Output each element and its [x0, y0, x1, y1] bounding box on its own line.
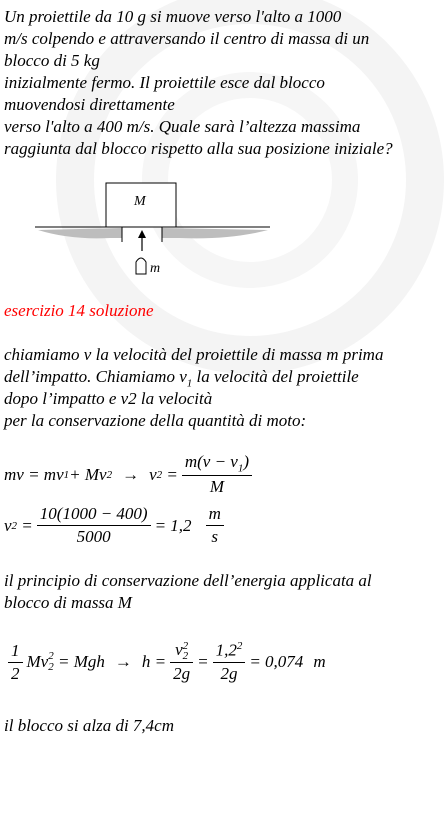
conclusion: il blocco si alza di 7,4cm	[4, 716, 174, 735]
support-shadow	[162, 228, 268, 238]
problem-line: blocco di 5 kg	[4, 51, 100, 70]
problem-line: raggiunta dal blocco rispetto alla sua posizione iniziale?	[4, 139, 393, 158]
problem-line: muovendosi direttamente	[4, 95, 175, 114]
energy-line: blocco di massa M	[4, 593, 132, 612]
arrow-head	[138, 230, 146, 238]
explanation-line: per la conservazione della quantità di moto:	[4, 411, 307, 430]
fraction: $\frac{10(1000 - 400)}{5000}$	[37, 504, 151, 547]
problem-line: inizialmente fermo. Il proiettile esce dal blocco	[4, 73, 325, 92]
energy-equation: $\frac{1}{2}$ Mv 2 2 = Mgh → h = v 2 2 2g = $\frac{1,2^2}{2g}$ = 0,074 m	[4, 640, 326, 684]
problem-line: m/s colpendo e attraversando il centro di massa di un	[4, 29, 370, 48]
problem-line: verso l'alto a 400 m/s. Quale sarà l’altezza massima	[4, 117, 361, 136]
fraction: $\frac{m(v - v_1)}{M}$	[182, 452, 252, 497]
energy-line: il principio di conservazione dell’energia applicata al	[4, 571, 372, 590]
explanation-line: dell’impatto. Chiamiamo $v_1$ la velocità del proiettile	[4, 367, 359, 390]
solution-heading: esercizio 14 soluzione	[4, 301, 154, 320]
bullet	[136, 258, 146, 274]
explanation-line: dopo l’impatto e v2 la velocità	[4, 389, 213, 408]
problem-line: Un proiettile da 10 g si muove verso l'alto a 1000	[4, 7, 342, 26]
momentum-equation: mv = mv 1 + Mv 2 → v 2 = $\frac{m(v - v_1)}{M}$	[4, 452, 256, 497]
support-shadow	[38, 228, 122, 238]
fraction: v 2 2 2g	[170, 640, 193, 684]
bullet-label: m	[150, 261, 161, 276]
fraction: $\frac{1,2^2}{2g}$	[213, 640, 246, 684]
unit-fraction: $\frac{m}{s}$	[206, 504, 224, 547]
velocity-result-equation: v 2 = $\frac{10(1000 - 400)}{5000}$ = 1,2 $\frac{m}{s}$	[4, 504, 228, 547]
block-label: M	[134, 194, 146, 209]
explanation-line: chiamiamo v la velocità del proiettile di massa m prima	[4, 345, 384, 364]
fraction: $\frac{1}{2}$	[8, 641, 23, 684]
